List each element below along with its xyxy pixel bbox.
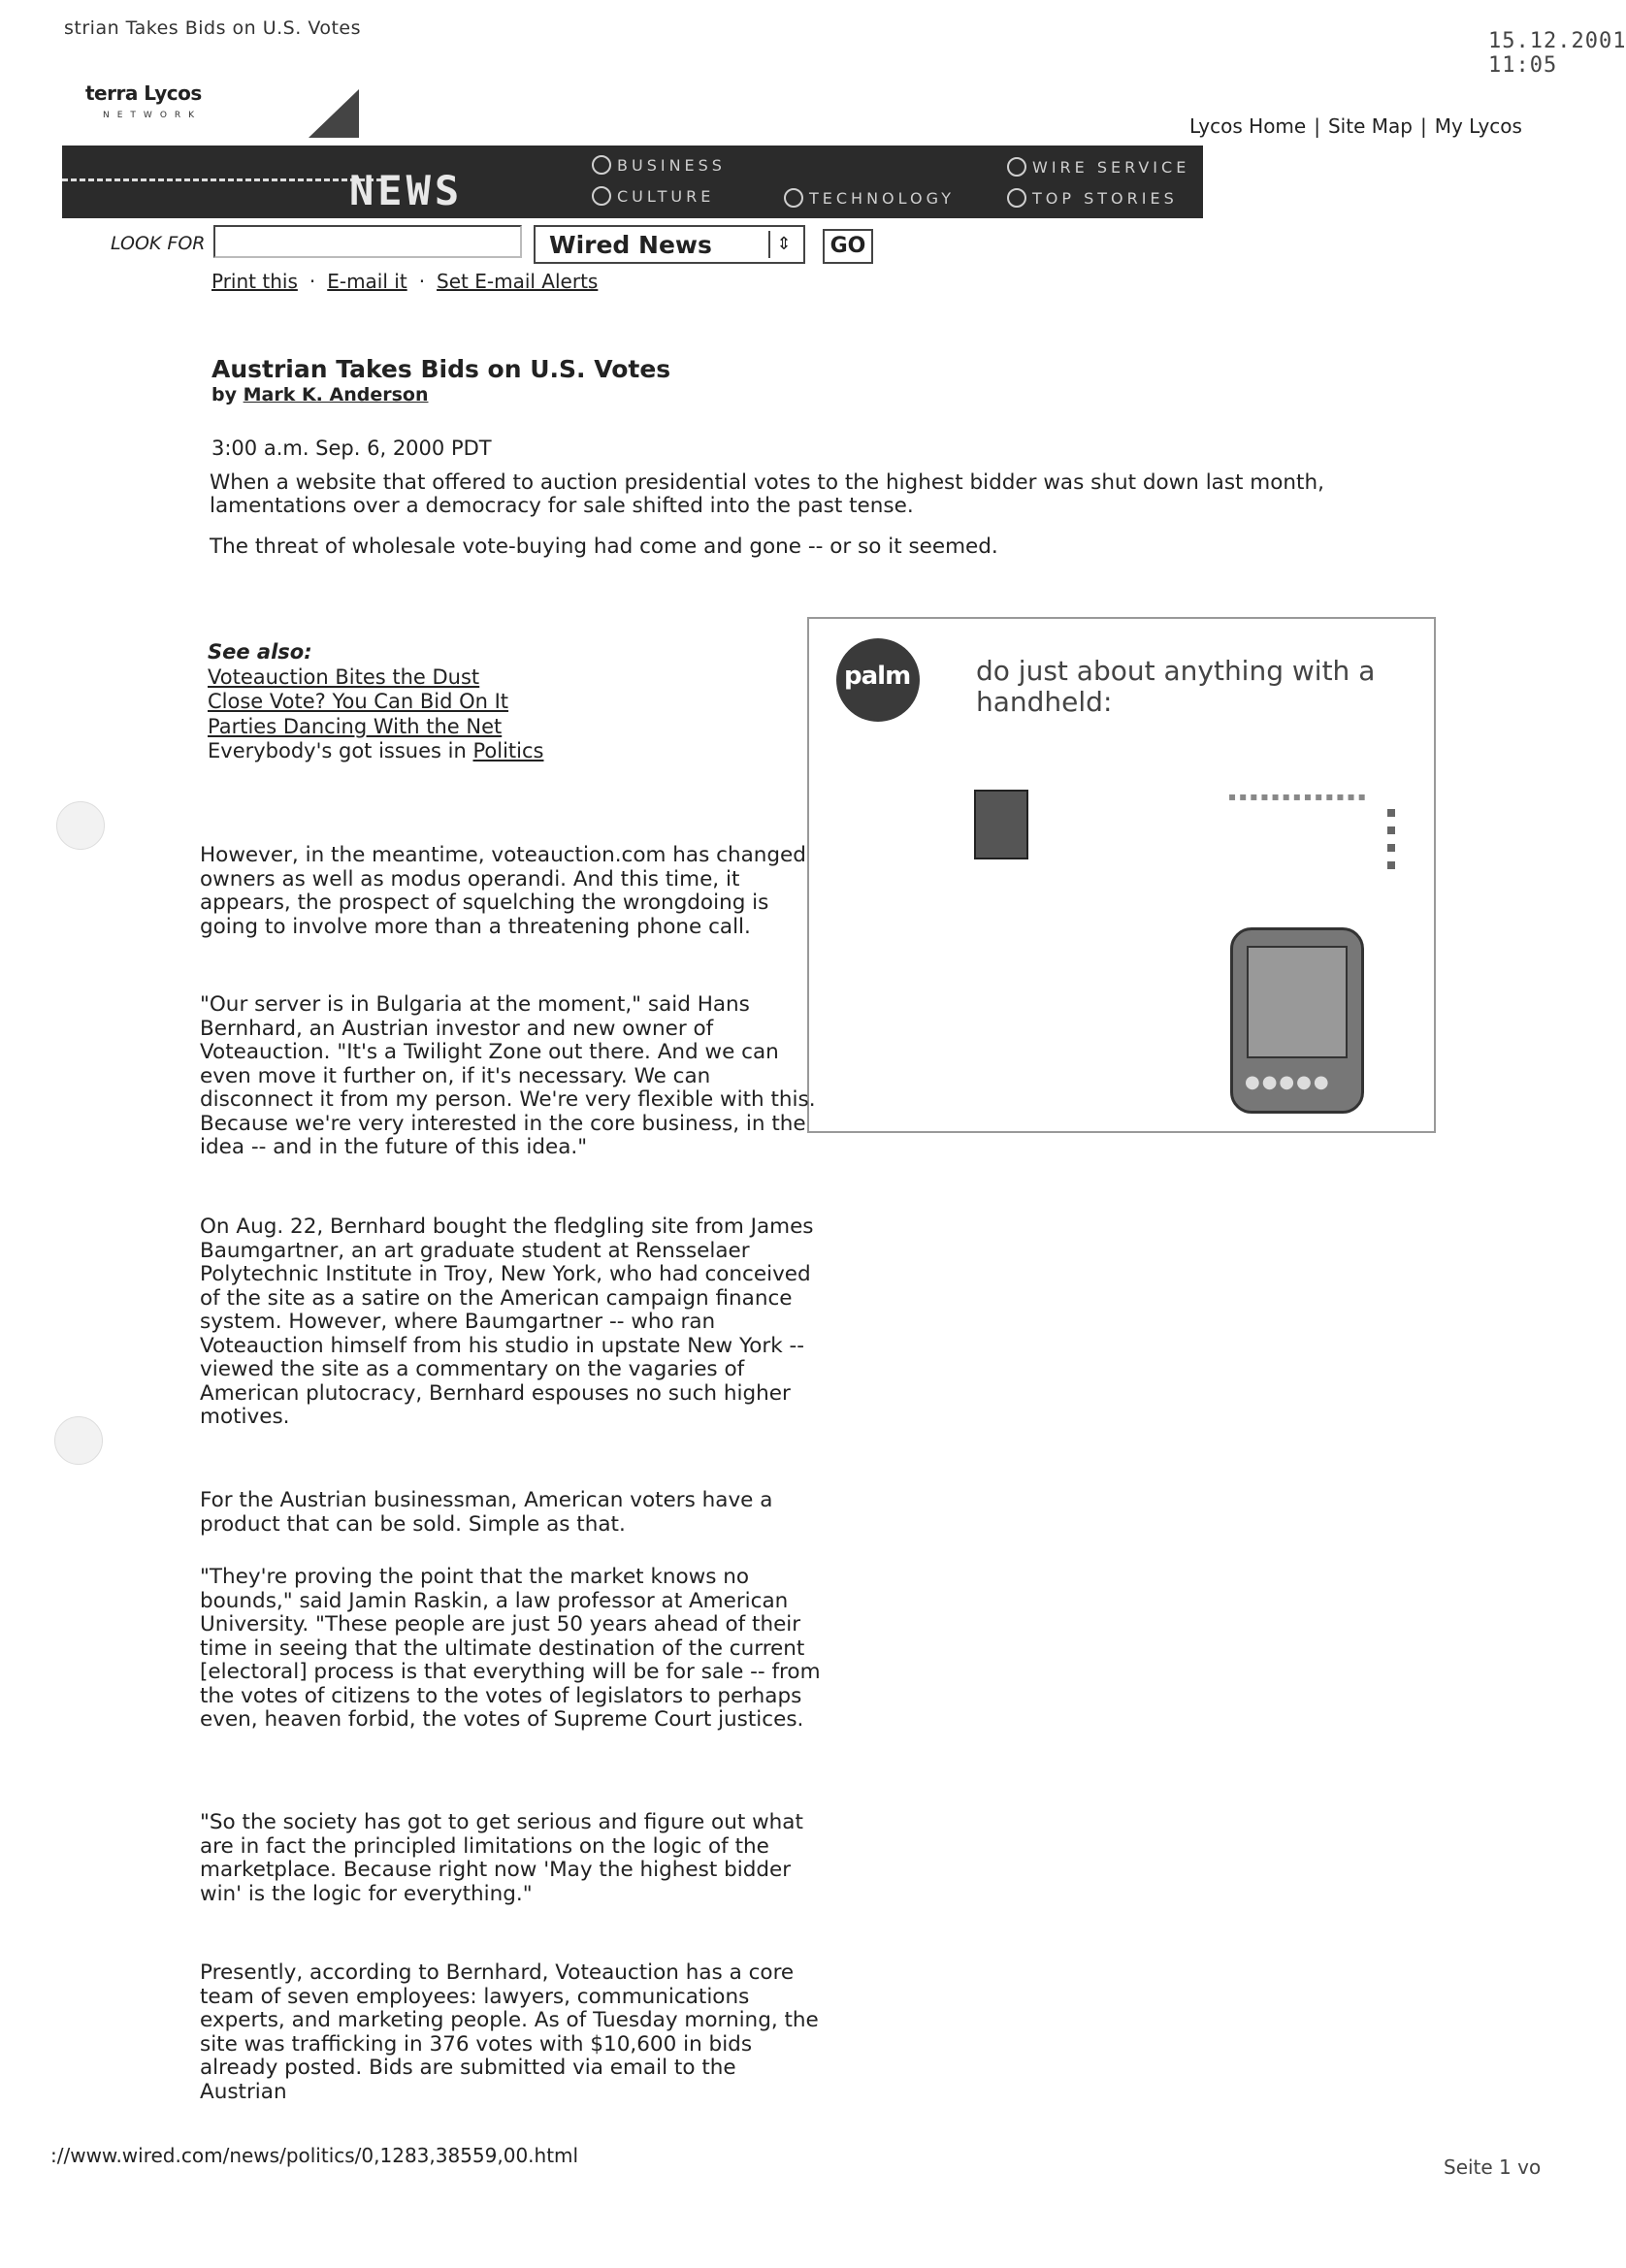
device-screen — [1247, 946, 1348, 1058]
palm-logo — [836, 638, 920, 722]
top-stories-icon — [1007, 188, 1026, 208]
search-input[interactable] — [213, 225, 522, 258]
separator: | — [1314, 114, 1320, 138]
body-paragraph: "Our server is in Bulgaria at the moment," said Hans Bernhard, an Austrian investor and new owner of Voteauction. "It's a Twilight Zone out there. And we can even move it further on, if it's necessary. We can disconnect it from my person. We're very flexible with this. Because we're very interested in the core business, in the idea -- and in the future of this idea." — [200, 992, 816, 1159]
ad-copy: do just about anything with a handheld: — [976, 655, 1376, 718]
nav-business[interactable] — [592, 155, 726, 175]
wire-service-icon — [1007, 157, 1026, 177]
separator: | — [1419, 114, 1427, 138]
byline — [211, 384, 429, 405]
body-paragraph: "They're proving the point that the market knows no bounds," said Jamin Raskin, a law professor at American University. "These people are just 50 years ahead of their time in seeing that the ultimate destination of the current [electoral] process is that everything will be for sale -- from the votes of citizens to the votes of legislators to perhaps even, heaven forbid, the votes of Supreme Court justices. — [200, 1565, 821, 1732]
my-lycos-link[interactable]: My Lycos — [1434, 114, 1522, 138]
dashed-divider — [62, 178, 382, 181]
triangle-decoration-icon — [309, 89, 359, 138]
print-footer-url: ://www.wired.com/news/politics/0,1283,38559,00.html — [50, 2144, 579, 2167]
dateline: 3:00 a.m. Sep. 6, 2000 PDT — [211, 437, 492, 460]
search-source-select[interactable] — [534, 225, 805, 264]
technology-icon — [784, 188, 803, 208]
separator: · — [309, 270, 316, 293]
palm-logo-text: palm — [844, 662, 911, 691]
print-header-title: strian Takes Bids on U.S. Votes — [64, 17, 362, 39]
nav-wire-service-label: WIRE SERVICE — [1032, 158, 1190, 177]
nav-business-label: BUSINESS — [617, 156, 726, 175]
issues-line — [208, 739, 634, 764]
culture-icon — [592, 186, 611, 206]
logo-subtext: NETWORK — [103, 111, 203, 120]
print-link[interactable]: Print this — [211, 270, 298, 293]
nav-technology[interactable] — [784, 188, 955, 208]
terra-lycos-logo[interactable] — [85, 81, 265, 132]
nav-top-stories-label: TOP STORIES — [1032, 189, 1178, 208]
handheld-device-icon — [1230, 927, 1364, 1114]
politics-link[interactable]: Politics — [472, 739, 544, 762]
go-button[interactable]: GO — [823, 229, 873, 264]
print-header-timestamp: 15.12.2001 11:05 — [1488, 29, 1626, 78]
see-also-link[interactable]: Parties Dancing With the Net — [208, 714, 503, 738]
see-also-label: See also: — [208, 640, 312, 664]
hole-punch-mark — [54, 1416, 103, 1465]
lycos-home-link[interactable]: Lycos Home — [1189, 114, 1307, 138]
news-nav-bar — [62, 146, 1203, 218]
see-also-link[interactable]: Voteauction Bites the Dust — [208, 664, 480, 689]
dots-decoration-icon: ▪▪▪▪▪▪▪▪▪▪▪▪▪ — [1228, 790, 1369, 803]
nav-culture[interactable] — [592, 186, 714, 206]
article-headline: Austrian Takes Bids on U.S. Votes — [211, 355, 671, 383]
author-link[interactable]: Mark K. Anderson — [243, 384, 429, 405]
search-label: LOOK FOR — [111, 233, 206, 254]
body-paragraph: Presently, according to Bernhard, Voteauction has a core team of seven employees: lawyers, communications experts, and marketing people. As of Tuesday morning, the site was trafficking in 376 votes with $10,600 in bids already posted. Bids are submitted via email to the Austrian — [200, 1960, 819, 2104]
nav-culture-label: CULTURE — [617, 187, 715, 206]
see-also-link[interactable]: Close Vote? You Can Bid On It — [208, 690, 509, 713]
lead-paragraph: The threat of wholesale vote-buying had come and gone -- or so it seemed. — [210, 535, 998, 559]
logo-text: terra Lycos — [85, 81, 202, 105]
lead-paragraph: When a website that offered to auction presidential votes to the highest bidder was shut down last month, lamentations over a democracy for sale shifted into the past tense. — [210, 470, 1324, 518]
search-source-value: Wired News — [549, 231, 712, 259]
palm-advertisement[interactable] — [807, 617, 1436, 1133]
select-arrows-icon: ⇕ — [768, 231, 797, 258]
email-link[interactable]: E-mail it — [327, 270, 407, 293]
body-paragraph: However, in the meantime, voteauction.com has changed owners as well as modus operandi. And this time, it appears, the prospect of squelching the wrongdoing is going to involve more than a threatening phone call. — [200, 843, 806, 939]
nav-wire-service[interactable] — [1007, 157, 1189, 177]
issues-prefix: Everybody's got issues in — [208, 739, 473, 762]
print-footer-page: Seite 1 vo — [1444, 2155, 1542, 2179]
see-also-box — [208, 640, 634, 764]
body-paragraph: "So the society has got to get serious and figure out what are in fact the principled limitations on the logic of the marketplace. Because right now 'May the highest bidder win' is the logic for everything." — [200, 1810, 803, 1906]
separator: · — [418, 270, 426, 293]
body-paragraph: On Aug. 22, Bernhard bought the fledgling site from James Baumgartner, an art graduate student at Rensselaer Polytechnic Institute in Troy, New York, who had conceived of the site as a satire on the American campaign finance system. However, where Baumgartner -- who ran Voteauction himself from his studio in upstate New York -- viewed the site as a commentary on the vagaries of American plutocracy, Bernhard espouses no such higher motives. — [200, 1215, 814, 1429]
byline-prefix: by — [211, 384, 244, 405]
nav-top-stories[interactable] — [1007, 188, 1178, 208]
device-buttons-icon: ●●●●● — [1245, 1072, 1331, 1092]
news-logo[interactable]: NEWS — [349, 167, 464, 214]
top-links — [1189, 114, 1522, 138]
email-alerts-link[interactable]: Set E-mail Alerts — [437, 270, 599, 293]
dots-vertical-icon — [1387, 809, 1397, 879]
site-map-link[interactable]: Site Map — [1327, 114, 1413, 138]
hole-punch-mark — [56, 801, 105, 850]
body-paragraph: For the Austrian businessman, American voters have a product that can be sold. Simple as that. — [200, 1488, 773, 1537]
memory-card-icon — [974, 790, 1028, 859]
nav-technology-label: TECHNOLOGY — [809, 189, 955, 208]
article-tools — [211, 270, 598, 293]
business-icon — [592, 155, 611, 175]
